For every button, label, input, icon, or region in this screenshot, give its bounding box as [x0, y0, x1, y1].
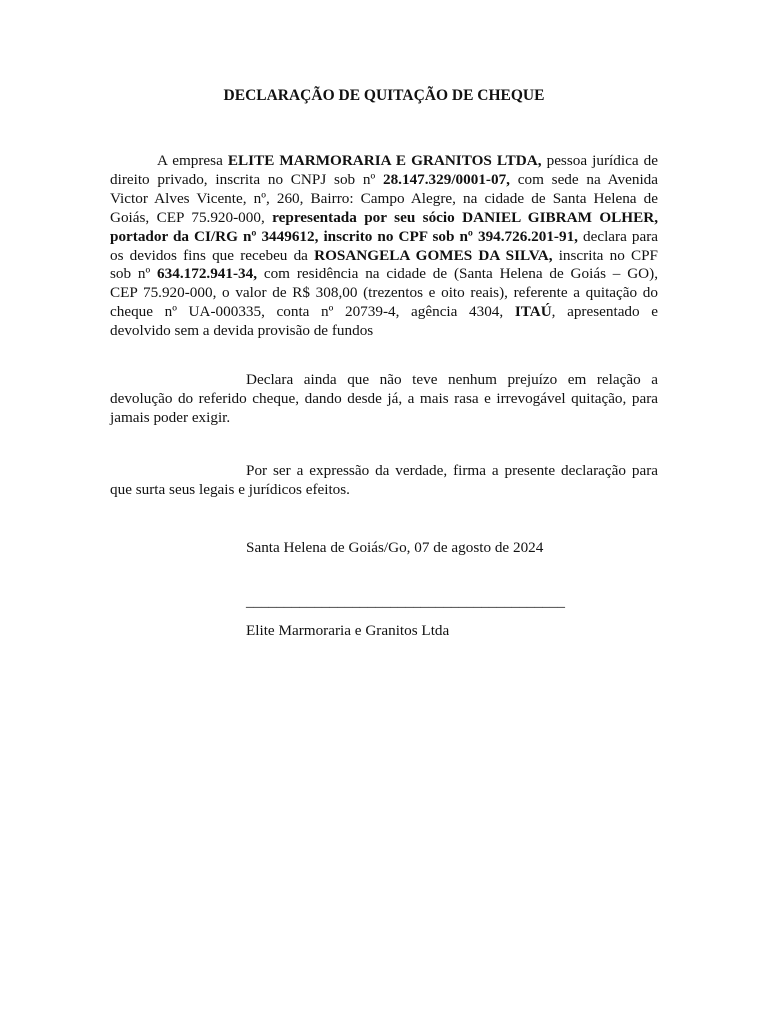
text-line [110, 171, 658, 190]
signature-line: __________________________________________ [246, 593, 565, 610]
payer-cpf: 634.172.941-34, [157, 265, 258, 283]
text: os devidos fins que recebeu da [110, 246, 315, 264]
company-name: ELITE MARMORARIA E GRANITOS LTDA, [227, 152, 542, 169]
text-line [110, 265, 658, 284]
date-line: Santa Helena de Goiás/Go, 07 de agosto de 2024 [246, 539, 544, 556]
representative: representada por seu sócio DANIEL GIBRAM OLHER, [272, 208, 658, 226]
signatory-name: Elite Marmoraria e Granitos Ltda [246, 622, 450, 639]
text-line: que surta seus legais e jurídicos efeitos. [110, 480, 350, 498]
text-line: jamais poder exigir. [110, 408, 231, 426]
text-line [110, 284, 658, 303]
text: sob nº [110, 265, 158, 283]
text: A empresa [157, 152, 228, 169]
text: pessoa jurídica de [541, 152, 658, 169]
text: cheque nº UA-000335, conta nº 20739-4, agência 4304, [110, 303, 515, 321]
paragraph-1 [110, 152, 658, 341]
text-line [110, 190, 658, 209]
text: declara para [577, 227, 659, 245]
text: inscrita no CPF [552, 246, 658, 264]
text-line [110, 209, 658, 228]
text-line [110, 303, 658, 322]
text: Goiás, CEP 75.920-000, [110, 208, 273, 226]
text-line [110, 322, 658, 341]
text-line: Declara ainda que não teve nenhum prejuízo em relação a [246, 371, 658, 388]
paragraph-2 [110, 371, 658, 428]
text-line [110, 152, 658, 171]
payer-name: ROSANGELA GOMES DA SILVA, [314, 246, 553, 264]
cnpj: 28.147.329/0001-07, [382, 170, 510, 188]
paragraph-3 [110, 462, 658, 500]
text: com sede na Avenida [509, 170, 659, 188]
text: devolvido sem a devida provisão de fundos [110, 322, 374, 340]
bank-name: ITAÚ [514, 303, 552, 321]
document-title: DECLARAÇÃO DE QUITAÇÃO DE CHEQUE [223, 87, 545, 104]
text: Victor Alves Vicente, nº, 260, Bairro: Campo Alegre, na cidade de Santa Helena de [110, 189, 658, 207]
text: CEP 75.920-000, o valor de R$ 308,00 (trezentos e oito reais), referente a quitação do [110, 284, 658, 302]
text: direito privado, inscrita no CNPJ sob nº [110, 170, 383, 188]
text-line: Por ser a expressão da verdade, firma a presente declaração para [246, 462, 658, 479]
text: com residência na cidade de (Santa Helena de Goiás – GO), [257, 265, 658, 283]
text: , apresentado e [551, 303, 658, 321]
text-line [110, 247, 658, 266]
representative-ids: portador da CI/RG nº 3449612, inscrito no CPF sob nº 394.726.201-91, [110, 227, 578, 245]
text-line [110, 228, 658, 247]
text-line: devolução do referido cheque, dando desde já, a mais rasa e irrevogável quitação, para [110, 389, 658, 407]
